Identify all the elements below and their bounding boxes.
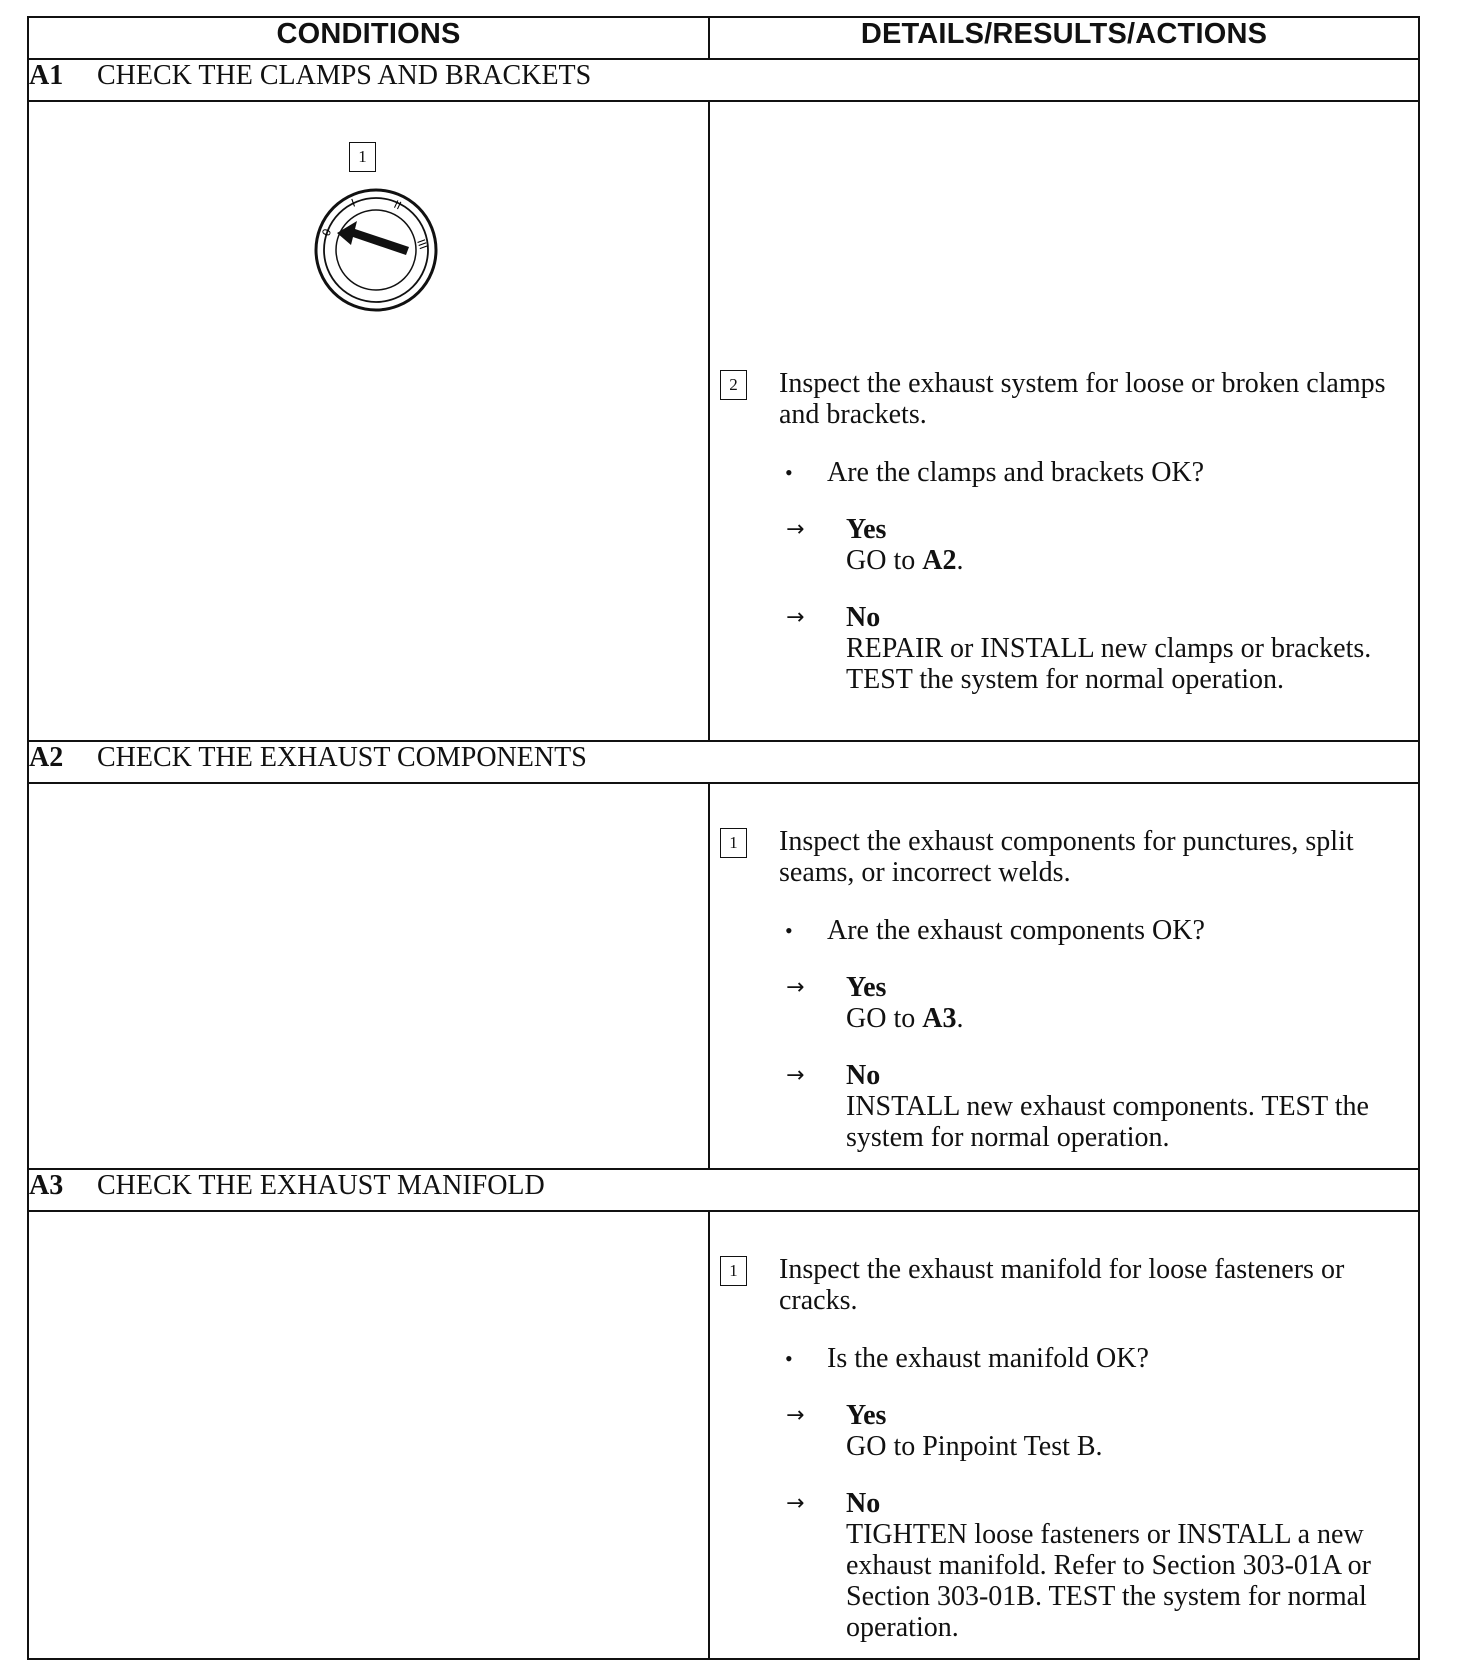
section-a2-conditions — [28, 783, 709, 1169]
no-action: REPAIR or INSTALL new clamps or brackets. TEST the system for normal operation. — [846, 633, 1372, 695]
arrow-right-icon: → — [786, 605, 805, 630]
svg-text:II: II — [391, 197, 404, 213]
step-question — [785, 915, 1418, 946]
yes-result — [786, 1400, 1418, 1462]
section-title: CHECK THE CLAMPS AND BRACKETS — [97, 60, 592, 91]
no-result — [786, 1488, 1418, 1643]
section-a3-conditions — [28, 1211, 709, 1659]
question-text: Is the exhaust manifold OK? — [827, 1343, 1149, 1374]
svg-text:III: III — [414, 237, 430, 252]
section-a1-title — [28, 59, 1419, 101]
section-a1-title-row — [28, 59, 1419, 101]
step-instruction: Inspect the exhaust system for loose or broken clamps and brackets. — [779, 368, 1386, 430]
section-a3-title — [28, 1169, 1419, 1211]
yes-action-ref: A2 — [922, 545, 957, 576]
step-number: 1 — [720, 1256, 747, 1286]
section-title: CHECK THE EXHAUST COMPONENTS — [97, 742, 587, 773]
pinpoint-test-table — [27, 16, 1420, 1660]
arrow-right-icon: → — [786, 1491, 805, 1516]
yes-label: Yes — [846, 1400, 887, 1431]
step-number: 2 — [720, 370, 747, 400]
bullet-icon: • — [785, 1346, 793, 1371]
section-a2-title-row — [28, 741, 1419, 783]
svg-text:0: 0 — [319, 227, 335, 239]
yes-action-pre: GO to — [846, 545, 923, 576]
yes-action-post: . — [956, 1003, 964, 1034]
section-a3-details — [709, 1211, 1419, 1659]
section-code: A1 — [29, 60, 64, 91]
arrow-right-icon: → — [786, 975, 805, 1000]
section-a1-details — [709, 101, 1419, 741]
question-text: Are the clamps and brackets OK? — [827, 457, 1205, 488]
step-block — [710, 1254, 1418, 1643]
yes-label: Yes — [846, 514, 887, 545]
no-result — [786, 602, 1418, 695]
yes-result — [786, 514, 1418, 576]
no-action: TIGHTEN loose fasteners or INSTALL a new exhaust manifold. Refer to Section 303-01A or Section 303-01B. TEST the system for normal operation. — [846, 1519, 1371, 1643]
step-block — [710, 826, 1418, 1153]
details-header: DETAILS/RESULTS/ACTIONS — [709, 17, 1419, 59]
no-result — [786, 1060, 1418, 1153]
arrow-right-icon: → — [786, 1063, 805, 1088]
section-a3-title-row — [28, 1169, 1419, 1211]
step-instruction: Inspect the exhaust components for punctures, split seams, or incorrect welds. — [779, 826, 1354, 888]
bullet-icon: • — [785, 918, 793, 943]
yes-label: Yes — [846, 972, 887, 1003]
section-code: A3 — [29, 1170, 64, 1201]
section-a2-body-row — [28, 783, 1419, 1169]
step-question — [785, 1343, 1418, 1374]
section-a2-title — [28, 741, 1419, 783]
no-label: No — [846, 1488, 881, 1519]
step-instruction: Inspect the exhaust manifold for loose fasteners or cracks. — [779, 1254, 1345, 1316]
section-a1-conditions — [28, 101, 709, 741]
bullet-icon: • — [785, 460, 793, 485]
section-a2-details — [709, 783, 1419, 1169]
no-label: No — [846, 1060, 881, 1091]
ignition-switch-icon — [311, 185, 441, 315]
no-label: No — [846, 602, 881, 633]
yes-result — [786, 972, 1418, 1034]
section-title: CHECK THE EXHAUST MANIFOLD — [97, 1170, 545, 1201]
arrow-right-icon: → — [786, 517, 805, 542]
section-a1-body-row — [28, 101, 1419, 741]
step-question — [785, 457, 1418, 488]
yes-action-ref: A3 — [922, 1003, 957, 1034]
yes-action: GO to Pinpoint Test B. — [846, 1431, 1103, 1462]
step-number: 1 — [720, 828, 747, 858]
svg-text:I: I — [349, 196, 358, 210]
no-action: INSTALL new exhaust components. TEST the system for normal operation. — [846, 1091, 1369, 1153]
yes-action-pre: GO to — [846, 1003, 923, 1034]
yes-action-post: . — [956, 545, 964, 576]
conditions-header: CONDITIONS — [28, 17, 709, 59]
table-header-row — [28, 17, 1419, 59]
step-block — [710, 368, 1418, 695]
arrow-right-icon: → — [786, 1403, 805, 1428]
condition-step-number: 1 — [349, 142, 376, 172]
section-a3-body-row — [28, 1211, 1419, 1659]
section-code: A2 — [29, 742, 64, 773]
question-text: Are the exhaust components OK? — [827, 915, 1205, 946]
